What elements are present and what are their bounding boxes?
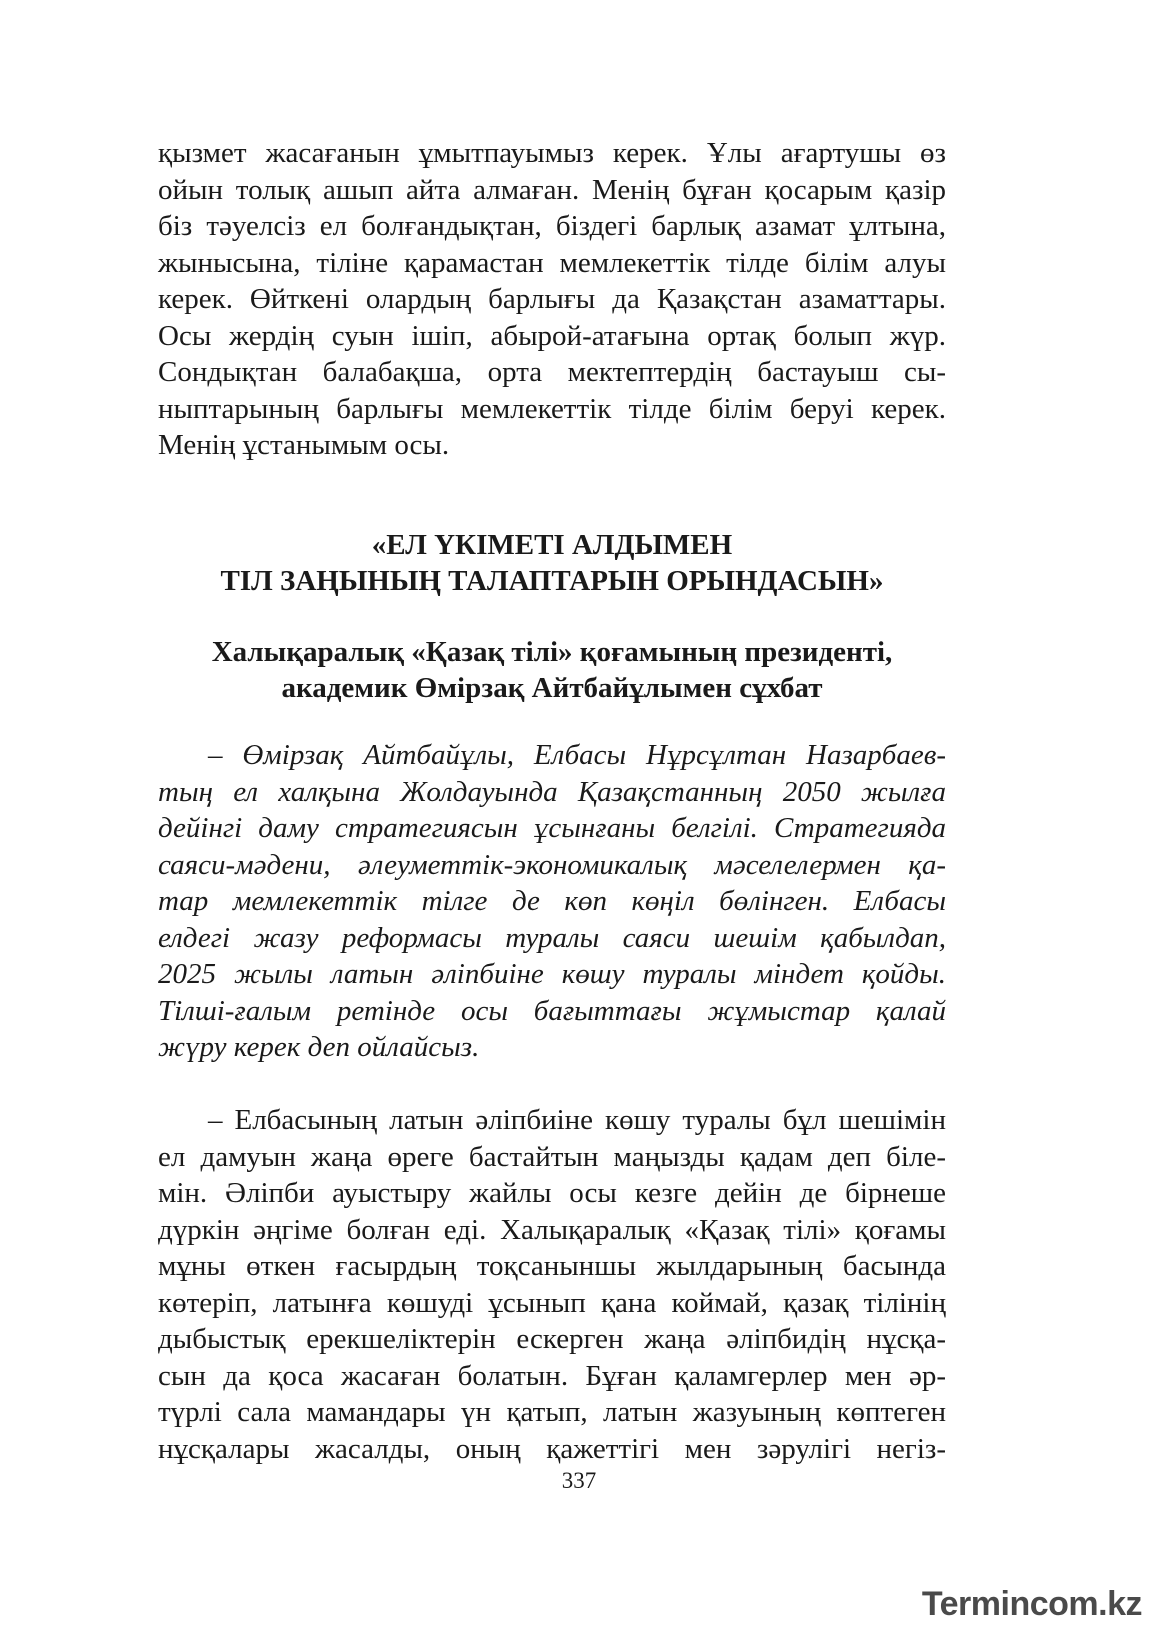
text-line: Тілші-ғалым ретінде осы бағыттағы жұмыстар қалай (158, 994, 946, 1027)
text-line: дейінгі даму стратегиясын ұсынғаны белгілі. Стратегияда (158, 812, 946, 844)
text-line: қызмет жасағанын ұмытпауымыз керек. Ұлы ағартушы өз (158, 137, 946, 169)
text-line: Менің ұстанымым осы. (158, 429, 450, 461)
text-line: керек. Өйткені олардың барлығы да Қазақстан азаматтары. (158, 283, 946, 315)
text-line: ойын толық ашып айта алмаған. Менің бұған қосарым қазір (158, 173, 946, 206)
text-line: тар мемлекеттік тілге де көп көңіл бөлінген. Елбасы (158, 885, 946, 917)
text-line: Сондықтан балабақша, орта мектептердің бастауыш сы- (158, 356, 946, 388)
text-line: дүркін әңгіме болған еді. Халықаралық «Қазақ тілі» қоғамы (158, 1213, 946, 1246)
watermark-logo (922, 1585, 1142, 1624)
interview-answer (158, 1102, 946, 1467)
article-heading (158, 527, 946, 599)
text-line: 2025 жылы латын әліпбиіне көшу туралы міндет қойды. (158, 958, 946, 990)
text-line: саяси-мәдени, әлеуметтік-экономикалық мәселелермен қа- (158, 848, 946, 881)
text-line: тың ел халқына Жолдауында Қазақстанның 2050 жылға (158, 775, 946, 808)
text-line: елдегі жазу реформасы туралы саяси шешім қабылдап, (158, 921, 946, 954)
heading-line: «ЕЛ ҮКІМЕТІ АЛДЫМЕН (371, 529, 733, 561)
watermark-text: Termincom.kz (921, 1585, 1142, 1623)
text-line: – Өмірзақ Айтбайұлы, Елбасы Нұрсұлтан Назарбаев- (208, 739, 946, 771)
text-line: – Елбасының латын әліпбиіне көшу туралы бұл шешімін (208, 1104, 946, 1136)
heading-line: ТІЛ ЗАҢЫНЫҢ ТАЛАПТАРЫН ОРЫНДАСЫН» (220, 565, 884, 597)
text-line: біз тәуелсіз ел болғандықтан, біздегі барлық азамат ұлтына, (158, 210, 946, 242)
text-line: нұсқалары жасалды, оның қажеттігі мен зәрулігі негіз- (158, 1432, 946, 1465)
text-line: көтеріп, латынға көшуді ұсынып қана коймай, қазақ тілінің (158, 1286, 946, 1319)
text-line: Осы жердің суын ішіп, абырой-атағына ортақ болып жүр. (158, 319, 946, 352)
text-line: мұны өткен ғасырдың тоқсаныншы жылдарының басында (158, 1250, 946, 1282)
subheading-line: академик Өмірзақ Айтбайұлымен сұхбат (281, 672, 823, 704)
subheading-line: Халықаралық «Қазақ тілі» қоғамының президенті, (211, 636, 893, 668)
page-number: 337 (561, 1468, 597, 1493)
text-line: жүру керек деп ойлайсыз. (158, 1031, 480, 1063)
text-line: мін. Әліпби ауыстыру жайлы осы кезге дейін де бірнеше (158, 1177, 946, 1209)
text-line: түрлі сала мамандары үн қатып, латын жазуының көптеген (158, 1396, 946, 1428)
text-line: жынысына, тіліне қарамастан мемлекеттік тілде білім алуы (158, 246, 946, 279)
article-subheading (158, 634, 946, 706)
text-line: ел дамуын жаңа өреге бастайтын маңызды қадам деп біле- (158, 1140, 946, 1173)
interview-question (158, 737, 946, 1066)
text-line: ныптарының барлығы мемлекеттік тілде білім беруі керек. (158, 392, 946, 425)
text-line: сын да қоса жасаған болатын. Бұған қаламгерлер мен әр- (158, 1359, 946, 1392)
text-line: дыбыстық ерекшеліктерін ескерген жаңа әліпбидің нұсқа- (158, 1323, 946, 1355)
paragraph-intro (158, 135, 946, 464)
